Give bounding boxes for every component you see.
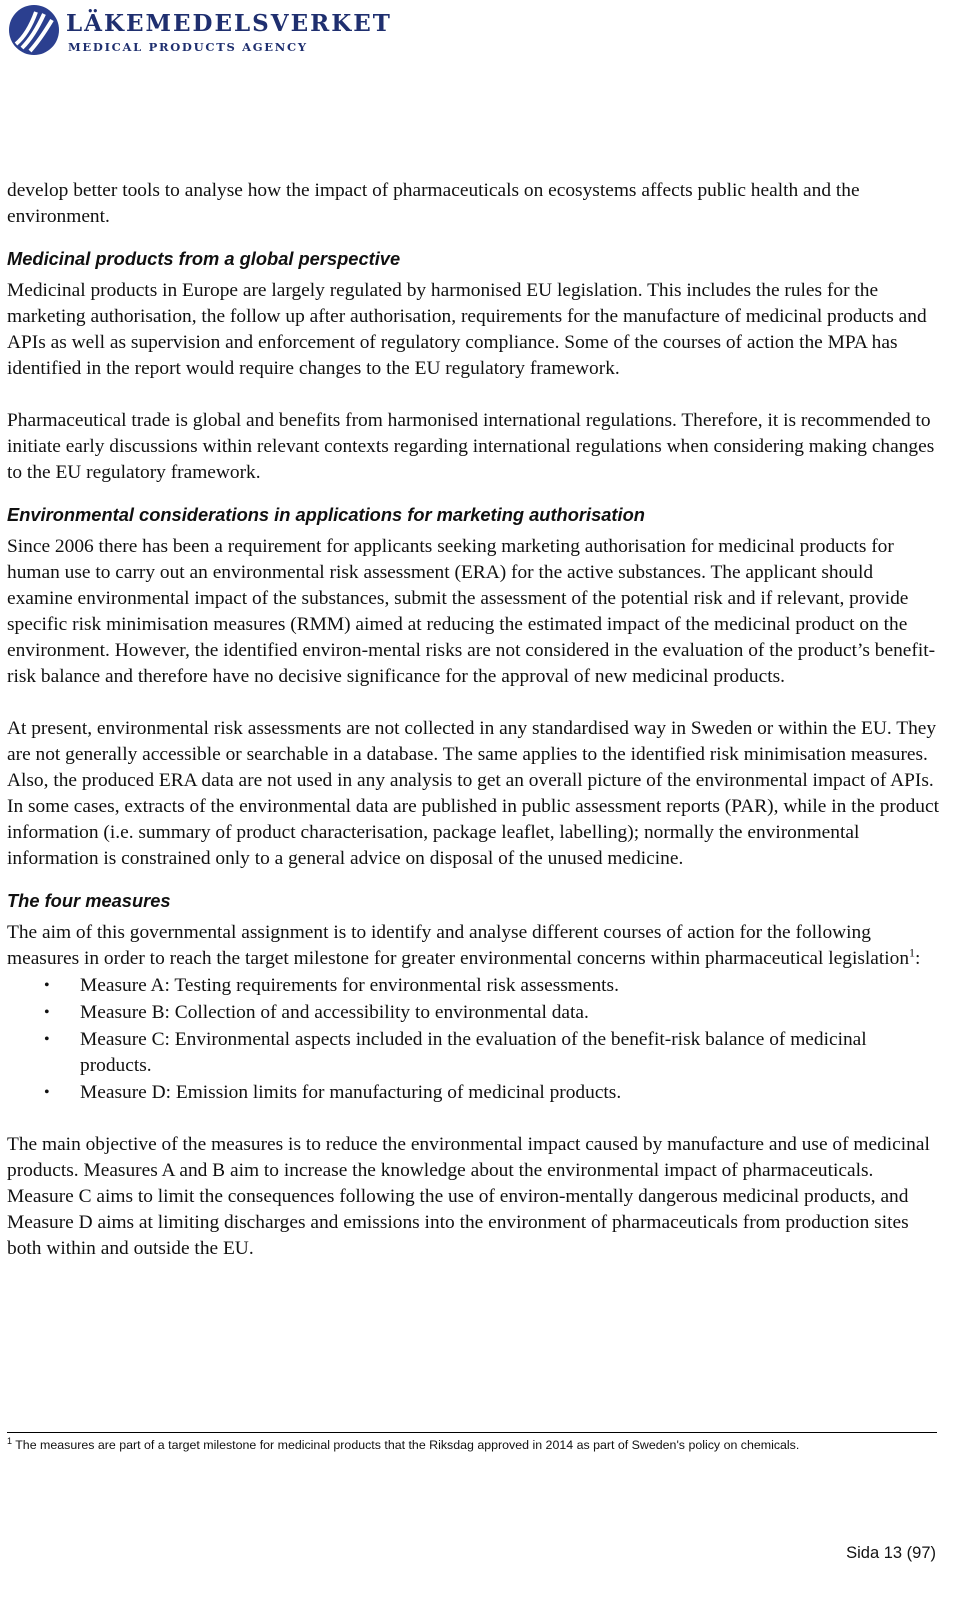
footnote-divider xyxy=(7,1432,937,1433)
agency-logo-subtitle: MEDICAL PRODUCTS AGENCY xyxy=(68,40,308,54)
list-item xyxy=(7,1000,942,1026)
agency-logo xyxy=(8,4,392,56)
bullet-icon: • xyxy=(44,1084,50,1101)
list-item xyxy=(7,973,942,999)
measure-a-text: Measure A: Testing requirements for environmental risk assessments. xyxy=(80,975,619,996)
bullet-icon: • xyxy=(44,977,50,994)
intro-paragraph: develop better tools to analyse how the impact of pharmaceuticals on ecosystems affects public health and the environment. xyxy=(7,180,860,227)
measures-closing-paragraph: The main objective of the measures is to reduce the environmental impact caused by manufacture and use of medicinal products. Measures A and B aim to increase the knowledge about the environmental impact of pharmaceuticals. Measure C aims to limit the consequences following the use of environ-mentally dangerous medicinal products, and Measure D aims at limiting discharges and emissions into the environment of pharmaceuticals from production sites both within and outside the EU. xyxy=(7,1134,930,1259)
section-heading-global: Medicinal products from a global perspective xyxy=(7,248,401,269)
measure-c-text: Measure C: Environmental aspects included in the evaluation of the benefit-risk balance of medicinal products. xyxy=(80,1029,867,1076)
footnote xyxy=(7,1437,947,1453)
measures-intro-text: The aim of this governmental assignment is to identify and analyse different courses of action for the following measures in order to reach the target milestone for greater environmental concerns within pharmaceutical legislation xyxy=(7,922,910,969)
section-heading-measures: The four measures xyxy=(7,890,171,911)
footnote-text: The measures are part of a target milestone for medicinal products that the Riksdag approved in 2014 as part of Sweden's policy on chemicals. xyxy=(15,1438,800,1452)
global-paragraph-2: Pharmaceutical trade is global and benefits from harmonised international regulations. Therefore, it is recommended to initiate early discussions within relevant contexts regarding international regulations when considering making changes to the EU regulatory framework. xyxy=(7,410,935,483)
page-content xyxy=(7,178,942,1262)
agency-logo-name: LÄKEMEDELSVERKET xyxy=(66,10,392,37)
page-number: Sida 13 (97) xyxy=(846,1544,936,1562)
footnote-number: 1 xyxy=(7,1435,13,1446)
agency-logo-mark-icon xyxy=(8,4,60,56)
global-paragraph-1: Medicinal products in Europe are largely regulated by harmonised EU legislation. This includes the rules for the marketing authorisation, the follow up after authorisation, requirements for the manufacture of medicinal products and APIs as well as supervision and enforcement of regulatory compliance. Some of the courses of action the MPA has identified in the report would require changes to the EU regulatory framework. xyxy=(7,280,927,379)
list-item xyxy=(7,1080,942,1106)
measures-intro-end: : xyxy=(915,948,921,969)
measures-list xyxy=(7,973,942,1106)
measure-b-text: Measure B: Collection of and accessibility to environmental data. xyxy=(80,1002,589,1023)
environmental-paragraph-1: Since 2006 there has been a requirement for applicants seeking marketing authorisation for medicinal products for human use to carry out an environmental risk assessment (ERA) for the active substances. The applicant should examine environmental impact of the substances, submit the assessment of the potential risk and if relevant, provide specific risk minimisation measures (RMM) aimed at reducing the estimated impact of the medicinal product on the environment. However, the identified environ-mental risks are not considered in the evaluation of the product’s benefit-risk balance and therefore have no decisive significance for the approval of new medicinal products. xyxy=(7,536,936,687)
bullet-icon: • xyxy=(44,1004,50,1021)
bullet-icon: • xyxy=(44,1031,50,1048)
footnote-reference[interactable]: 1 xyxy=(909,945,916,960)
list-item xyxy=(7,1027,942,1079)
measures-intro xyxy=(7,920,942,972)
measure-d-text: Measure D: Emission limits for manufacturing of medicinal products. xyxy=(80,1082,622,1103)
environmental-paragraph-2: At present, environmental risk assessments are not collected in any standardised way in Sweden or within the EU. They are not generally accessible or searchable in a database. The same applies to the identified risk minimisation measures. Also, the produced ERA data are not used in any analysis to get an overall picture of the environmental impact of APIs. In some cases, extracts of the environmental data are published in public assessment reports (PAR), while in the product information (i.e. summary of product characterisation, package leaflet, labelling); normally the environmental information is constrained only to a general advice on disposal of the unused medicine. xyxy=(7,718,939,869)
section-heading-environmental: Environmental considerations in applications for marketing authorisation xyxy=(7,504,645,525)
